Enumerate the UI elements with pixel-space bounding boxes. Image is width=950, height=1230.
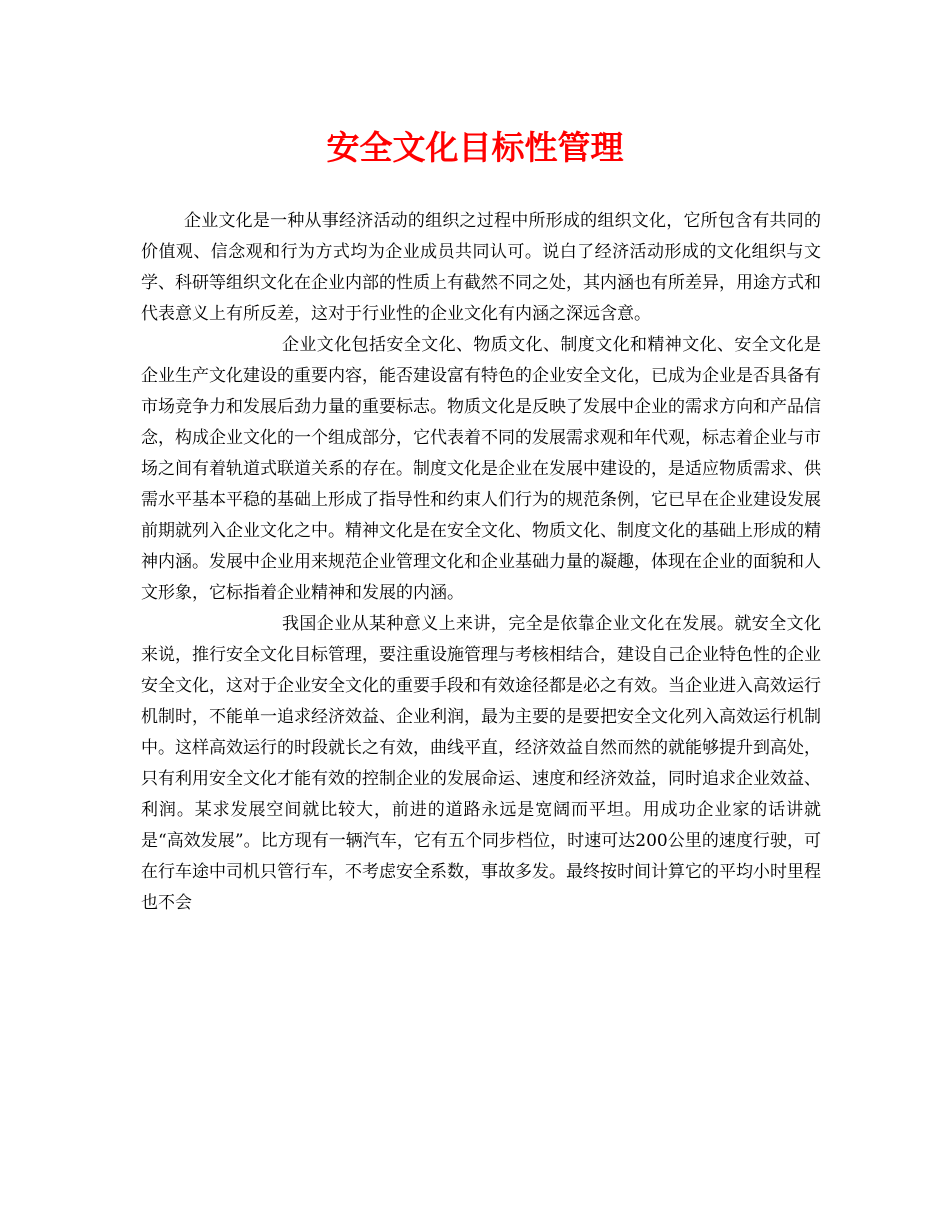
paragraph-corporate-culture: 企业文化是一种从事经济活动的组织之过程中所形成的组织文化，它所包含有共同的价值观、信念观和行为方式均为企业成员共同认可。说白了经济活动形成的文化组织与文学、科研等组织文化在企业内部的性质上有截然不同之处，其内涵也有所差异，用途方式和代表意义上有所反差，这对于行业性的企业文化有内涵之深远含意。 <box>141 211 821 324</box>
document-title: 安全文化目标性管理 <box>326 128 624 167</box>
paragraph-culture-types: 企业文化包括安全文化、物质文化、制度文化和精神文化、安全文化是企业生产文化建设的重要内容，能否建设富有特色的企业安全文化，已成为企业是否具备有市场竞争力和发展后劲力量的重要标志。物质文化是反映了发展中企业的需求方向和产品信念，构成企业文化的一个组成部分，它代表着不同的发展需求观和年代观，标志着企业与市场之间有着轨道式联道关系的存在。制度文化是企业在发展中建设的，是适应物质需求、供需水平基本平稳的基础上形成了指导性和约束人们行为的规范条例，它已早在企业建设发展前期就列入企业文化之中。精神文化是在安全文化、物质文化、制度文化的基础上形成的精神内涵。发展中企业用来规范企业管理文化和企业基础力量的凝趣，体现在企业的面貌和人文形象，它标指着企业精神和发展的内涵。 <box>141 335 821 603</box>
document-body <box>141 206 821 919</box>
paragraph-safety-culture: 我国企业从某种意义上来讲，完全是依靠企业文化在发展。就安全文化来说，推行安全文化目标管理，要注重设施管理与考核相结合，建设自己企业特色性的企业安全文化，这对于企业安全文化的重要手段和有效途径都是必之有效。当企业进入高效运行机制时，不能单一追求经济效益、企业利润，最为主要的是要把安全文化列入高效运行机制中。这样高效运行的时段就长之有效，曲线平直，经济效益自然而然的就能够提升到高处，只有利用安全文化才能有效的控制企业的发展命运、速度和经济效益，同时追求企业效益、利润。某求发展空间就比较大，前进的道路永远是宽阔而平坦。用成功企业家的话讲就是“高效发展”。比方现有一辆汽车，它有五个同步档位，时速可达200公里的速度行驶，可在行车途中司机只管行车，不考虑安全系数，事故多发。最终按时间计算它的平均小时里程也不会 <box>141 614 821 913</box>
